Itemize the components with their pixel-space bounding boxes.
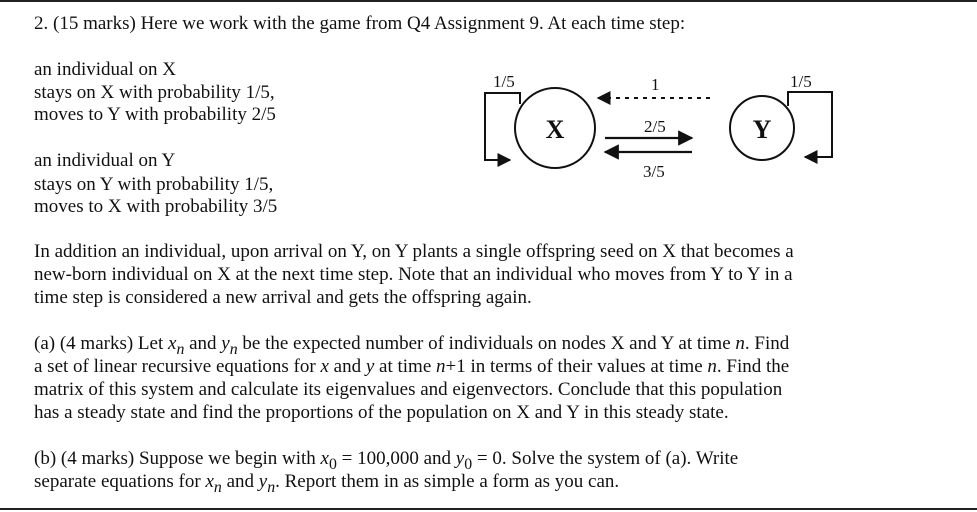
var-x0-sub: 0	[328, 455, 337, 473]
part-a-line-4: has a steady state and find the proportions of the population on X and Y in this steady state.	[34, 402, 729, 423]
part-b-text: = 100,000 and	[336, 448, 456, 469]
bottom-rule	[0, 508, 977, 510]
part-a-text: a set of linear recursive equations for	[34, 356, 321, 377]
part-b-text: = 0. Solve the system of (a). Write	[472, 448, 739, 469]
part-b-line-2	[34, 470, 619, 499]
paragraph-line-3: time step is considered a new arrival and gets the offspring again.	[34, 287, 532, 308]
offspring-label: 1	[651, 75, 660, 94]
question-heading: 2. (15 marks) Here we work with the game from Q4 Assignment 9. At each time step:	[34, 13, 686, 34]
var-x: x	[320, 356, 329, 377]
arrow-y-to-x-label: 3/5	[643, 162, 665, 181]
var-xn: x	[168, 333, 177, 354]
self-loop-x-label: 1/5	[493, 72, 515, 91]
part-a-text: . Find the	[716, 356, 790, 377]
part-b-text: (b) (4 marks) Suppose we begin with	[34, 448, 321, 469]
var-n: n	[436, 356, 446, 377]
y-rule-title: an individual on Y	[34, 150, 176, 171]
part-b-text: separate equations for	[34, 471, 206, 492]
part-a-text: +1 in terms of their values at time	[445, 356, 708, 377]
part-a-text: at time	[374, 356, 437, 377]
var-xn-sub: n	[176, 340, 185, 358]
part-a-text: and	[328, 356, 366, 377]
part-a-text: be the expected number of individuals on nodes X and Y at time	[237, 333, 736, 354]
node-x-label: X	[545, 115, 565, 144]
part-b-text: and	[221, 471, 259, 492]
arrow-x-to-y-label: 2/5	[644, 117, 666, 136]
paragraph-line-1: In addition an individual, upon arrival on Y, on Y plants a single offspring seed on X that becomes a	[34, 241, 794, 262]
part-b-text: . Report them in as simple a form as you can.	[275, 471, 620, 492]
part-a-text: . Find	[744, 333, 790, 354]
var-yn-sub: n	[229, 340, 238, 358]
top-rule	[0, 0, 977, 2]
var-xn: x	[205, 471, 214, 492]
x-rule-title: an individual on X	[34, 59, 176, 80]
self-loop-y-label: 1/5	[790, 72, 812, 91]
var-y: y	[365, 356, 375, 377]
paragraph-line-2: new-born individual on X at the next time step. Note that an individual who moves from Y to Y in a	[34, 264, 793, 285]
part-a-line-3: matrix of this system and calculate its eigenvalues and eigenvectors. Conclude that this population	[34, 379, 783, 400]
var-x0: x	[320, 448, 329, 469]
var-n: n	[707, 356, 717, 377]
var-yn: y	[258, 471, 268, 492]
var-n: n	[735, 333, 745, 354]
x-rule-stay: stays on X with probability 1/5,	[34, 82, 275, 103]
y-rule-stay: stays on Y with probability 1/5,	[34, 174, 274, 195]
transition-diagram	[470, 68, 850, 188]
part-a-text: (a) (4 marks) Let	[34, 333, 168, 354]
part-a-text: and	[184, 333, 222, 354]
x-rule-move: moves to Y with probability 2/5	[34, 104, 276, 125]
var-xn-sub: n	[213, 478, 222, 496]
var-y0-sub: 0	[464, 455, 473, 473]
y-rule-move: moves to X with probability 3/5	[34, 196, 278, 217]
part-a-line-2	[34, 355, 789, 378]
var-yn: y	[221, 333, 230, 354]
var-yn-sub: n	[267, 478, 276, 496]
var-y0: y	[455, 448, 465, 469]
node-y-label: Y	[752, 115, 772, 144]
